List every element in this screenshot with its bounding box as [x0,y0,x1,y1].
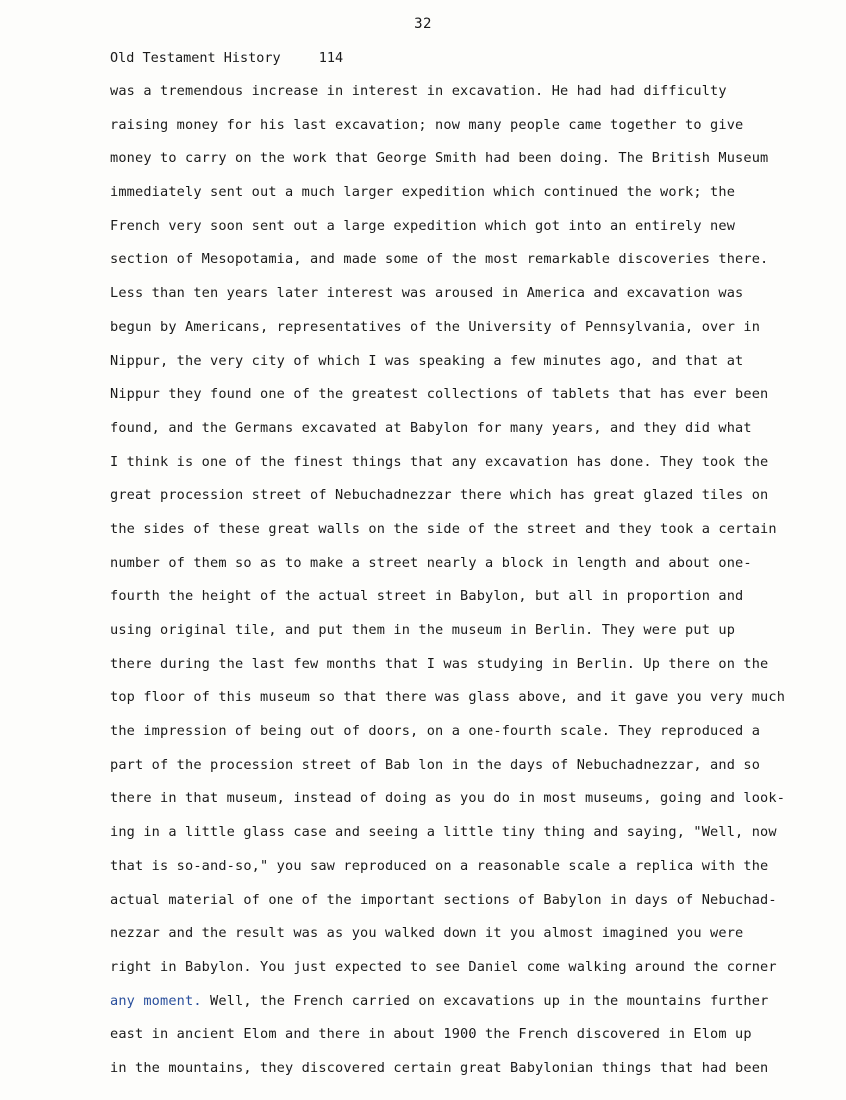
running-head [110,50,343,66]
text-line: east in ancient Elom and there in about 1900 the French discovered in Elom up [110,1026,752,1043]
running-page-number: 114 [318,50,344,66]
text-line: Nippur they found one of the greatest collections of tablets that has ever been [110,386,769,403]
text-line: fourth the height of the actual street in Babylon, but all in proportion and [110,588,744,605]
text-line: section of Mesopotamia, and made some of the most remarkable discoveries there. [110,251,769,268]
text-line: Less than ten years later interest was aroused in America and excavation was [110,285,744,302]
text-line: great procession street of Nebuchadnezzar there which has great glazed tiles on [110,487,769,504]
text-line: was a tremendous increase in interest in excavation. He had had difficulty [110,83,727,99]
text-line: part of the procession street of Bab lon in the days of Nebuchadnezzar, and so [110,756,761,773]
text-line: there during the last few months that I was studying in Berlin. Up there on the [110,655,769,672]
text-line: actual material of one of the important sections of Babylon in days of Nebuchad- [110,891,777,908]
text-line: raising money for his last excavation; now many people came together to give [110,116,744,133]
text-line-remainder: Well, the French carried on excavations up in the mountains further [201,992,769,1009]
text-line: the sides of these great walls on the side of the street and they took a certain [110,520,777,537]
text-line: money to carry on the work that George Smith had been doing. The British Museum [110,150,769,167]
text-line-with-highlight [110,990,810,1024]
text-line: number of them so as to make a street nearly a block in length and about one- [110,554,752,571]
text-line: French very soon sent out a large expedition which got into an entirely new [110,217,736,234]
text-line: top floor of this museum so that there was glass above, and it gave you very much [110,689,786,706]
text-line: in the mountains, they discovered certain great Babylonian things that had been [110,1059,769,1076]
text-line: nezzar and the result was as you walked down it you almost imagined you were [110,925,744,942]
text-line: found, and the Germans excavated at Babylon for many years, and they did what [110,419,752,436]
body-text [110,80,810,1091]
text-line: begun by Americans, representatives of the University of Pennsylvania, over in [110,318,761,335]
running-title: Old Testament History [110,50,281,66]
text-line: there in that museum, instead of doing as you do in most museums, going and look- [110,790,786,807]
text-line: I think is one of the finest things that any excavation has done. They took the [110,453,769,470]
text-line: ing in a little glass case and seeing a little tiny thing and saying, "Well, now [110,824,777,841]
handwritten-insertion: any moment. [110,992,202,1009]
text-line: the impression of being out of doors, on a one-fourth scale. They reproduced a [110,723,761,740]
text-line: Nippur, the very city of which I was speaking a few minutes ago, and that at [110,352,744,369]
text-line: immediately sent out a much larger expedition which continued the work; the [110,184,736,201]
page-number: 32 [414,16,432,32]
text-line: that is so-and-so," you saw reproduced on a reasonable scale a replica with the [110,857,769,874]
text-line: right in Babylon. You just expected to see Daniel come walking around the corner [110,958,777,975]
text-line: using original tile, and put them in the museum in Berlin. They were put up [110,622,736,638]
